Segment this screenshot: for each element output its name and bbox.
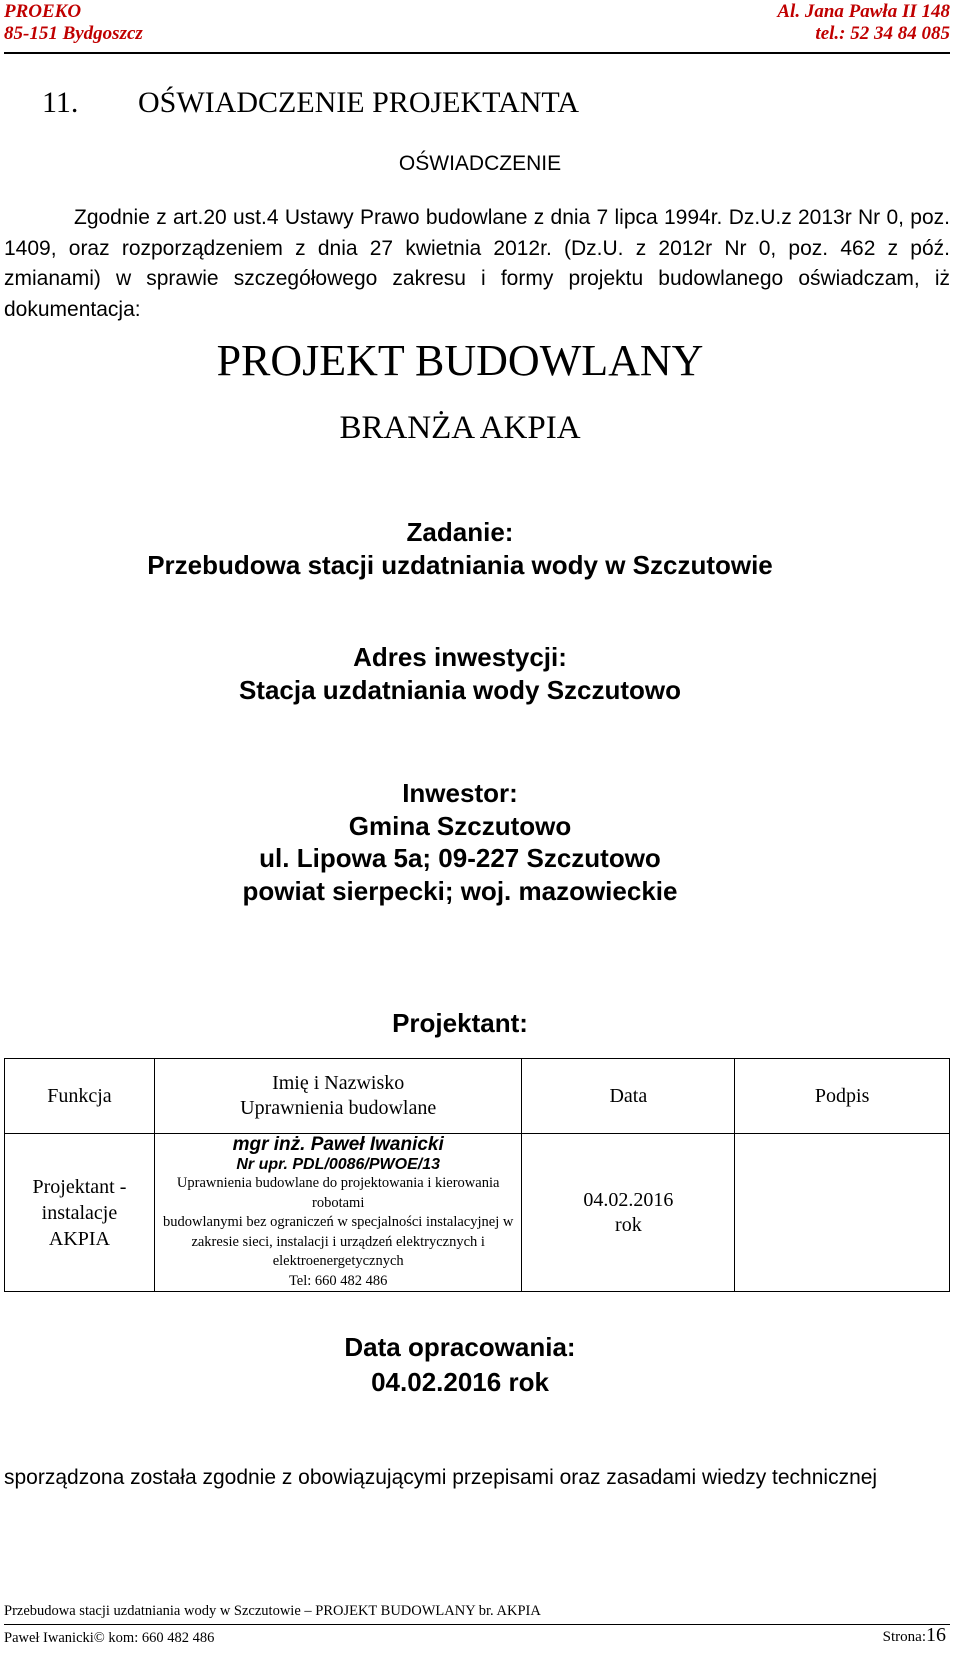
license-phone: Tel: 660 482 486: [288, 1272, 388, 1289]
section-number: 11.: [42, 86, 79, 119]
footer-divider: [4, 1624, 950, 1625]
address-label: Adres inwestycji:: [353, 642, 567, 672]
prepared-value: 04.02.2016 rok: [371, 1367, 549, 1397]
license-line3: zakresie sieci, instalacji i urządzeń elektrycznych i: [191, 1233, 485, 1250]
header-name: [154, 1059, 522, 1134]
date-line2: rok: [615, 1213, 642, 1236]
legal-basis-text: Zgodnie z art.20 ust.4 Ustawy Prawo budowlane z dnia 7 lipca 1994r. Dz.U.z 2013r Nr 0, poz. 1409, oraz rozporządzeniem z dnia 27 kwietnia 2012r. (Dz.U. z 2012r Nr 0, poz. 462 z póź. zmianami) w sprawie szczegółowego zakresu i formy projektu budowlanego oświadczam, iż dokumentacja:: [4, 206, 950, 321]
company-phone: tel.: 52 34 84 085: [815, 23, 950, 44]
cell-date: [522, 1134, 735, 1292]
header-date: Data: [522, 1059, 735, 1134]
header-name-line1: Imię i Nazwisko: [272, 1072, 405, 1094]
section-title-text: OŚWIADCZENIE PROJEKTANTA: [138, 86, 579, 119]
page-label: Strona:: [882, 1629, 926, 1645]
prepared-label: Data opracowania:: [344, 1332, 576, 1362]
investor-label: Inwestor:: [402, 778, 518, 808]
designer-label: Projektant:: [392, 1008, 528, 1038]
table-row: [5, 1134, 950, 1292]
cell-function: [5, 1134, 155, 1292]
company-name: PROEKO: [4, 1, 82, 22]
table-header-row: [5, 1059, 950, 1134]
section-title: [42, 86, 579, 120]
function-line2: instalacje: [41, 1201, 118, 1224]
header-signature: Podpis: [735, 1059, 950, 1134]
footer-author-line: Paweł Iwanicki© kom: 660 482 486: [4, 1630, 215, 1646]
investor-name: Gmina Szczutowo: [348, 810, 572, 841]
statement-heading: OŚWIADCZENIE: [398, 152, 562, 175]
task-value: Przebudowa stacji uzdatniania wody w Szczutowie: [147, 549, 773, 580]
designer-name: mgr inż. Paweł Iwanicki: [232, 1134, 444, 1155]
task-block: [0, 516, 940, 581]
function-line1: Projektant -: [32, 1175, 127, 1198]
license-line4: elektroenergetycznych: [272, 1253, 404, 1269]
page-number-value: 16: [926, 1624, 946, 1646]
date-line1: 04.02.2016: [583, 1188, 674, 1211]
prepared-block: [0, 1330, 940, 1400]
cell-designer: [154, 1134, 522, 1292]
investor-street: ul. Lipowa 5a; 09-227 Szczutowo: [259, 843, 661, 873]
header-name-line2: Uprawnienia budowlane: [240, 1097, 437, 1119]
footer-project-line: Przebudowa stacji uzdatniania wody w Szczutowie – PROJEKT BUDOWLANY br. AKPIA: [4, 1603, 541, 1619]
investor-region: powiat sierpecki; woj. mazowieckie: [242, 875, 678, 906]
closing-text: sporządzona została zgodnie z obowiązującymi przepisami oraz zasadami wiedzy technicznej: [4, 1466, 878, 1489]
investor-block: [0, 777, 940, 907]
header-divider: [4, 52, 950, 54]
company-street: Al. Jana Pawła II 148: [777, 1, 950, 22]
designer-table: [4, 1058, 950, 1292]
license-line2: budowlanymi bez ograniczeń w specjalności instalacyjnej w: [163, 1214, 514, 1230]
license-line1: Uprawnienia budowlane do projektowania i kierowania robotami: [176, 1175, 500, 1211]
company-city: 85-151 Bydgoszcz: [4, 23, 143, 44]
header-function: Funkcja: [5, 1059, 155, 1134]
project-branch: BRANŻA AKPIA: [339, 410, 581, 446]
cell-signature: [735, 1134, 950, 1292]
address-value: Stacja uzdatniania wody Szczutowo: [238, 674, 682, 705]
project-title: PROJEKT BUDOWLANY: [216, 336, 704, 385]
task-label: Zadanie:: [406, 517, 514, 547]
license-number: Nr upr. PDL/0086/PWOE/13: [236, 1156, 440, 1173]
function-line3: AKPIA: [48, 1227, 110, 1250]
address-block: [0, 641, 940, 706]
page-number: [883, 1624, 946, 1647]
